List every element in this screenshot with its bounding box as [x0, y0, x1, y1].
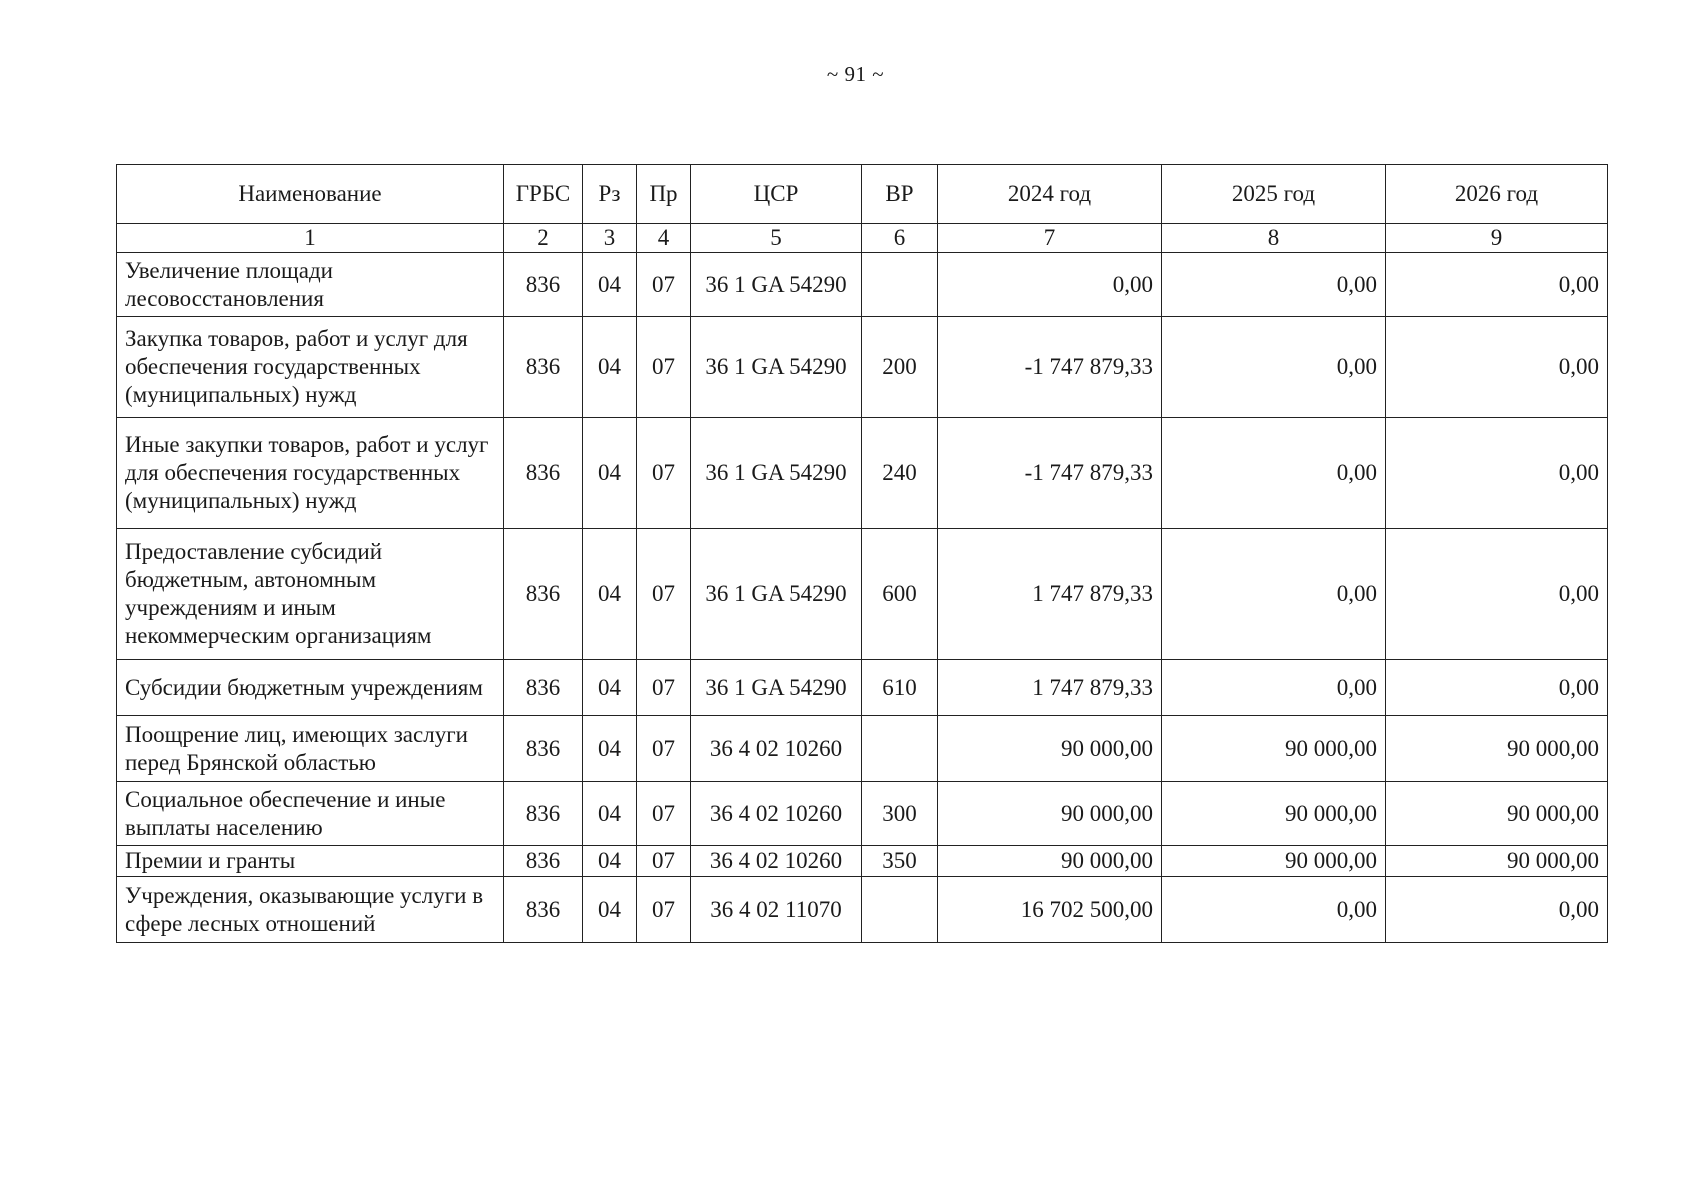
- row-2024: 0,00: [938, 253, 1162, 317]
- table-row: [117, 782, 1608, 846]
- column-number: 9: [1386, 224, 1608, 253]
- header-vr: ВР: [862, 165, 938, 224]
- row-grbs: 836: [504, 529, 583, 660]
- table-row: [117, 877, 1608, 943]
- row-rz: 04: [583, 529, 637, 660]
- row-2025: 90 000,00: [1162, 782, 1386, 846]
- header-pr: Пр: [637, 165, 691, 224]
- table-row: [117, 660, 1608, 716]
- row-pr: 07: [637, 846, 691, 877]
- row-pr: 07: [637, 782, 691, 846]
- row-vr: 240: [862, 418, 938, 529]
- row-2024: 1 747 879,33: [938, 529, 1162, 660]
- row-pr: 07: [637, 716, 691, 782]
- column-number: 4: [637, 224, 691, 253]
- row-name: Учреждения, оказывающие услуги в сфере лесных отношений: [117, 877, 504, 943]
- row-csr: 36 1 GA 54290: [691, 418, 862, 529]
- row-csr: 36 1 GA 54290: [691, 317, 862, 418]
- row-2026: 90 000,00: [1386, 782, 1608, 846]
- header-name: Наименование: [117, 165, 504, 224]
- column-number-row: [117, 224, 1608, 253]
- row-rz: 04: [583, 846, 637, 877]
- row-name: Предоставление субсидий бюджетным, автономным учреждениям и иным некоммерческим организациям: [117, 529, 504, 660]
- column-number: 7: [938, 224, 1162, 253]
- row-pr: 07: [637, 529, 691, 660]
- row-2025: 0,00: [1162, 529, 1386, 660]
- row-rz: 04: [583, 716, 637, 782]
- row-2025: 90 000,00: [1162, 846, 1386, 877]
- table-row: [117, 529, 1608, 660]
- header-2024: 2024 год: [938, 165, 1162, 224]
- row-2026: 90 000,00: [1386, 716, 1608, 782]
- header-2026: 2026 год: [1386, 165, 1608, 224]
- table-row: [117, 317, 1608, 418]
- row-2026: 90 000,00: [1386, 846, 1608, 877]
- header-2025: 2025 год: [1162, 165, 1386, 224]
- row-grbs: 836: [504, 418, 583, 529]
- row-csr: 36 4 02 11070: [691, 877, 862, 943]
- row-csr: 36 4 02 10260: [691, 716, 862, 782]
- row-rz: 04: [583, 877, 637, 943]
- row-rz: 04: [583, 418, 637, 529]
- row-2025: 0,00: [1162, 317, 1386, 418]
- budget-table: [116, 164, 1608, 943]
- row-vr: 350: [862, 846, 938, 877]
- row-name: Поощрение лиц, имеющих заслуги перед Брянской областью: [117, 716, 504, 782]
- row-2026: 0,00: [1386, 418, 1608, 529]
- row-name: Закупка товаров, работ и услуг для обеспечения государственных (муниципальных) нужд: [117, 317, 504, 418]
- row-2025: 0,00: [1162, 877, 1386, 943]
- row-grbs: 836: [504, 317, 583, 418]
- row-csr: 36 1 GA 54290: [691, 529, 862, 660]
- row-vr: 300: [862, 782, 938, 846]
- row-grbs: 836: [504, 716, 583, 782]
- row-2026: 0,00: [1386, 317, 1608, 418]
- header-grbs: ГРБС: [504, 165, 583, 224]
- row-rz: 04: [583, 782, 637, 846]
- row-rz: 04: [583, 253, 637, 317]
- table-row: [117, 846, 1608, 877]
- row-name: Субсидии бюджетным учреждениям: [117, 660, 504, 716]
- column-number: 6: [862, 224, 938, 253]
- row-2024: 90 000,00: [938, 716, 1162, 782]
- row-grbs: 836: [504, 782, 583, 846]
- row-rz: 04: [583, 317, 637, 418]
- row-2026: 0,00: [1386, 253, 1608, 317]
- column-number: 5: [691, 224, 862, 253]
- row-pr: 07: [637, 660, 691, 716]
- table-row: [117, 418, 1608, 529]
- row-2026: 0,00: [1386, 877, 1608, 943]
- row-2026: 0,00: [1386, 660, 1608, 716]
- column-number: 8: [1162, 224, 1386, 253]
- row-2024: 1 747 879,33: [938, 660, 1162, 716]
- table-row: [117, 253, 1608, 317]
- column-number: 2: [504, 224, 583, 253]
- row-csr: 36 4 02 10260: [691, 782, 862, 846]
- row-2025: 0,00: [1162, 418, 1386, 529]
- row-vr: 200: [862, 317, 938, 418]
- row-vr: [862, 253, 938, 317]
- row-2024: 90 000,00: [938, 782, 1162, 846]
- header-rz: Рз: [583, 165, 637, 224]
- row-2024: 90 000,00: [938, 846, 1162, 877]
- page-number: ~ 91 ~: [826, 62, 885, 86]
- row-2026: 0,00: [1386, 529, 1608, 660]
- row-rz: 04: [583, 660, 637, 716]
- row-csr: 36 4 02 10260: [691, 846, 862, 877]
- row-vr: 600: [862, 529, 938, 660]
- column-number: 1: [117, 224, 504, 253]
- row-pr: 07: [637, 253, 691, 317]
- row-grbs: 836: [504, 877, 583, 943]
- row-pr: 07: [637, 317, 691, 418]
- row-vr: [862, 716, 938, 782]
- row-csr: 36 1 GA 54290: [691, 253, 862, 317]
- row-grbs: 836: [504, 253, 583, 317]
- row-csr: 36 1 GA 54290: [691, 660, 862, 716]
- table-row: [117, 716, 1608, 782]
- column-number: 3: [583, 224, 637, 253]
- row-grbs: 836: [504, 660, 583, 716]
- row-name: Премии и гранты: [117, 846, 504, 877]
- row-2025: 90 000,00: [1162, 716, 1386, 782]
- row-grbs: 836: [504, 846, 583, 877]
- row-vr: 610: [862, 660, 938, 716]
- row-pr: 07: [637, 877, 691, 943]
- row-vr: [862, 877, 938, 943]
- row-2024: -1 747 879,33: [938, 317, 1162, 418]
- header-csr: ЦСР: [691, 165, 862, 224]
- row-name: Увеличение площади лесовосстановления: [117, 253, 504, 317]
- row-2025: 0,00: [1162, 253, 1386, 317]
- row-pr: 07: [637, 418, 691, 529]
- row-2024: -1 747 879,33: [938, 418, 1162, 529]
- row-2025: 0,00: [1162, 660, 1386, 716]
- table-header-row: [117, 165, 1608, 224]
- row-2024: 16 702 500,00: [938, 877, 1162, 943]
- row-name: Иные закупки товаров, работ и услуг для обеспечения государственных (муниципальных) нужд: [117, 418, 504, 529]
- row-name: Социальное обеспечение и иные выплаты населению: [117, 782, 504, 846]
